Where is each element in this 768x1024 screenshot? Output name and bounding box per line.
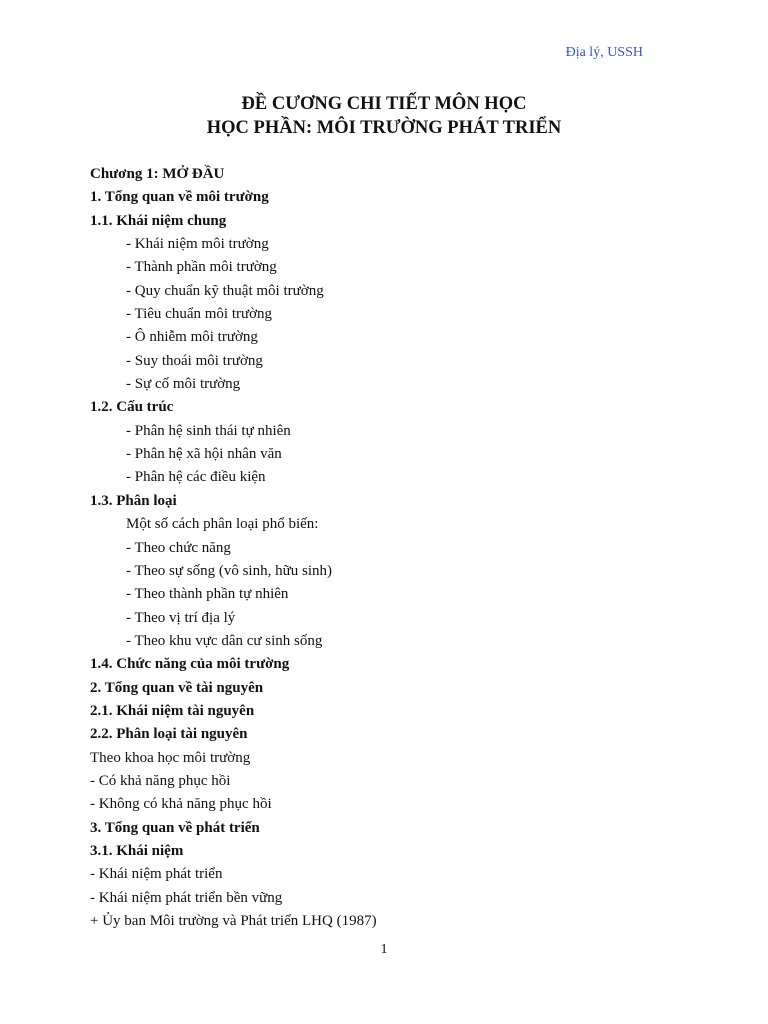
section-heading: 2.1. Khái niệm tài nguyên xyxy=(90,702,255,719)
outline-item: - Theo khu vực dân cư sinh sống xyxy=(126,632,323,649)
outline-item: - Có khả năng phục hồi xyxy=(90,772,231,789)
section-heading: 3. Tổng quan về phát triển xyxy=(90,819,260,836)
outline-content xyxy=(90,163,690,933)
outline-item: Theo khoa học môi trường xyxy=(90,749,251,766)
section-heading: 1.2. Cấu trúc xyxy=(90,399,174,416)
outline-item: - Phân hệ xã hội nhân văn xyxy=(126,446,282,463)
outline-item: - Sự cố môi trường xyxy=(126,376,241,393)
title-line-2: HỌC PHẦN: MÔI TRƯỜNG PHÁT TRIỂN xyxy=(206,118,562,138)
outline-item: - Không có khả năng phục hồi xyxy=(90,796,272,813)
outline-item: - Quy chuẩn kỹ thuật môi trường xyxy=(126,282,324,299)
outline-item: - Theo sự sống (vô sinh, hữu sinh) xyxy=(126,562,332,579)
outline-item: - Ô nhiễm môi trường xyxy=(126,329,258,346)
page-number: 1 xyxy=(380,942,388,957)
outline-item: - Theo chức năng xyxy=(126,539,231,556)
outline-item: - Khái niệm phát triển bền vững xyxy=(90,889,283,906)
outline-item: - Phân hệ sinh thái tự nhiên xyxy=(126,422,291,439)
outline-item: Một số cách phân loại phổ biến: xyxy=(126,516,319,533)
section-heading: Chương 1: MỞ ĐẦU xyxy=(90,166,225,182)
outline-item: - Tiêu chuẩn môi trường xyxy=(126,306,273,323)
section-heading: 1.3. Phân loại xyxy=(90,492,177,509)
outline-item: - Phân hệ các điều kiện xyxy=(126,469,266,486)
section-heading: 2.2. Phân loại tài nguyên xyxy=(90,726,248,743)
outline-item: - Theo vị trí địa lý xyxy=(126,609,236,626)
outline-item: - Thành phần môi trường xyxy=(126,259,277,276)
section-heading: 1.1. Khái niệm chung xyxy=(90,212,227,229)
outline-item: - Suy thoái môi trường xyxy=(126,352,263,369)
outline-item: - Theo thành phần tự nhiên xyxy=(126,586,289,603)
outline-item: + Ủy ban Môi trường và Phát triển LHQ (1987) xyxy=(90,913,377,929)
section-heading: 2. Tổng quan về tài nguyên xyxy=(90,679,264,696)
section-heading: 1. Tổng quan về môi trường xyxy=(90,189,269,206)
header-note: Địa lý, USSH xyxy=(565,45,643,60)
outline-item: - Khái niệm phát triển xyxy=(90,866,223,883)
document-title xyxy=(0,92,768,140)
section-heading: 1.4. Chức năng của môi trường xyxy=(90,656,290,673)
outline-item: - Khái niệm môi trường xyxy=(126,236,269,253)
section-heading: 3.1. Khái niệm xyxy=(90,842,184,859)
title-line-1: ĐỀ CƯƠNG CHI TIẾT MÔN HỌC xyxy=(241,94,527,114)
